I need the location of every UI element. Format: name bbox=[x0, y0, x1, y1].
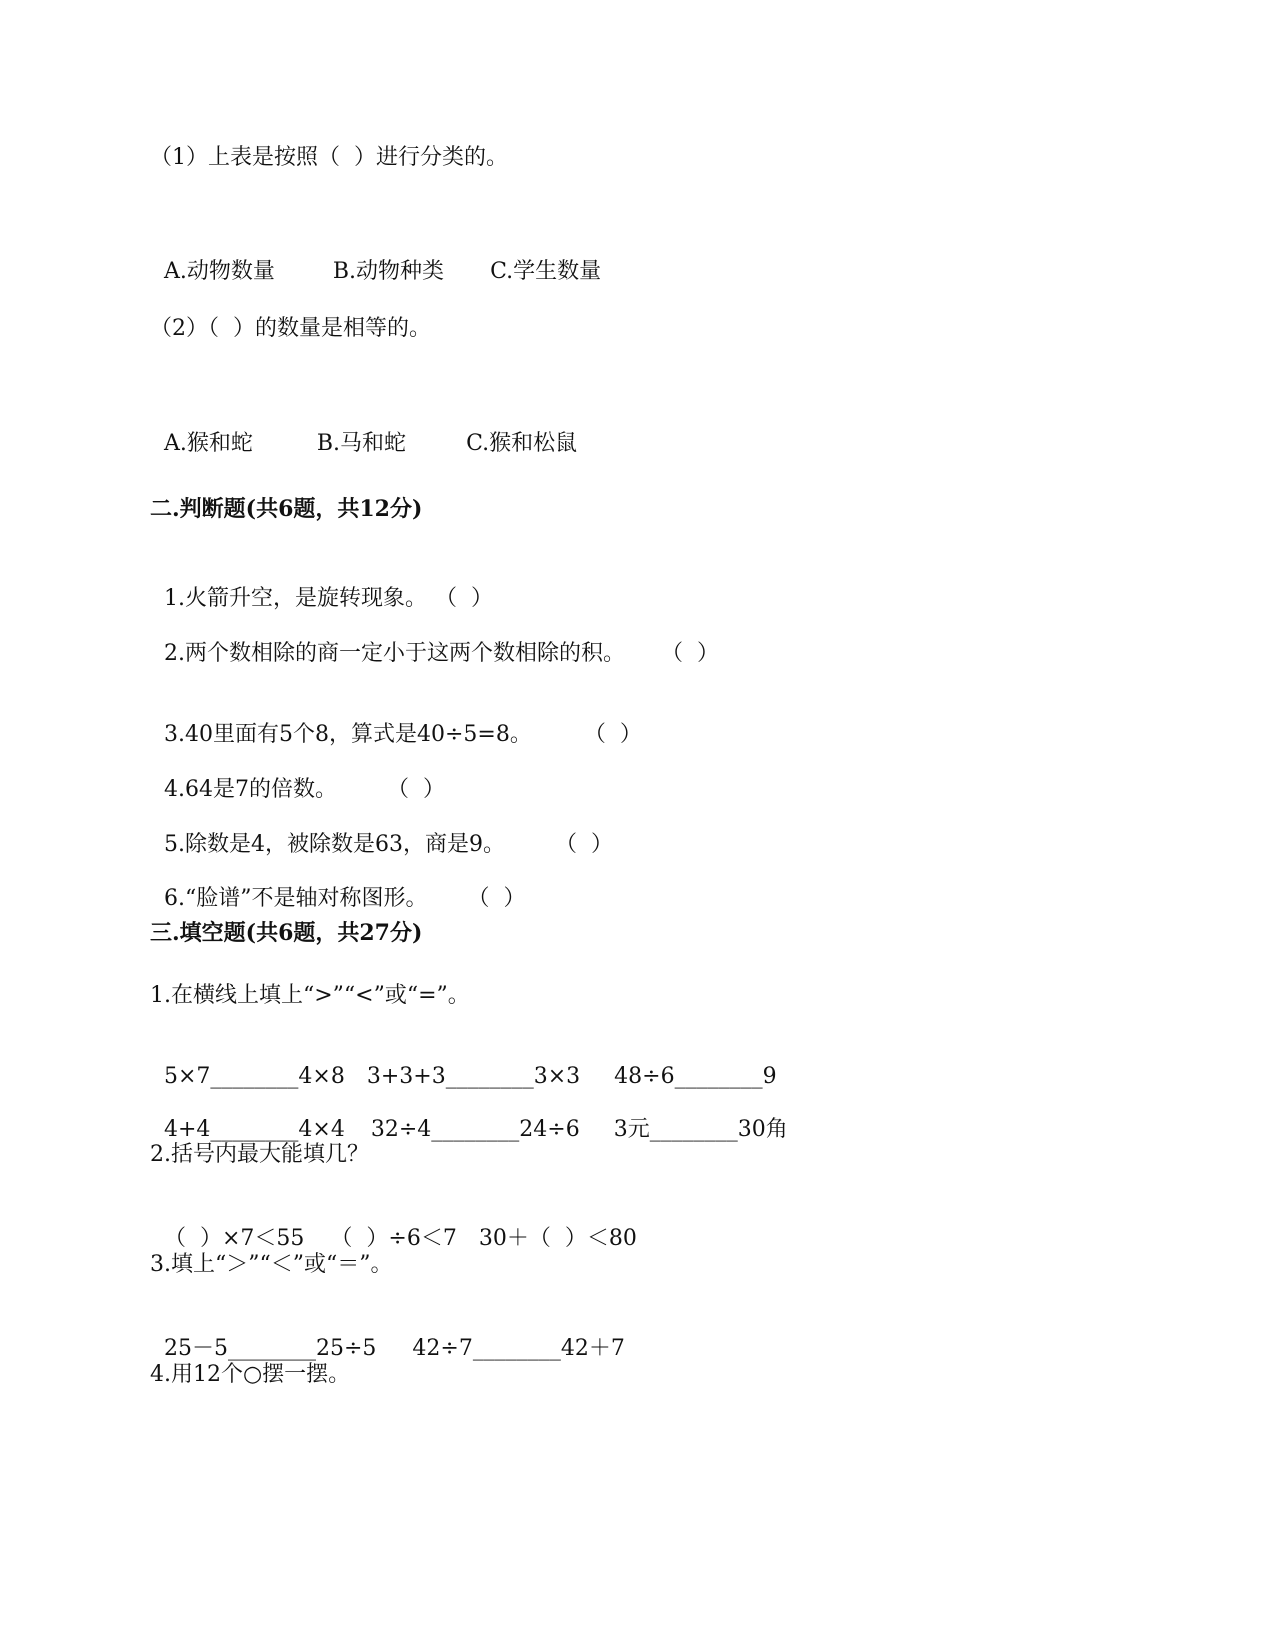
fill-question-2-row bbox=[150, 1197, 637, 1253]
fill-question-4: 4.用12个○摆一摆。 bbox=[150, 1362, 351, 1387]
judgment-item-1 bbox=[150, 557, 493, 613]
judgment-item-4 bbox=[150, 748, 445, 804]
option-b: B.马和蛇 bbox=[316, 431, 407, 456]
inequality-expression: （ ）÷6＜7 bbox=[330, 1226, 457, 1251]
comparison-expression: 3元________30角 bbox=[613, 1117, 788, 1142]
option-a: A.猴和蛇 bbox=[164, 431, 253, 456]
fill-question-3: 3.填上“＞”“＜”或“＝”。 bbox=[150, 1252, 393, 1277]
judgment-item-text: 6.“脸谱”不是轴对称图形。 bbox=[164, 886, 428, 911]
sub-question-1-options bbox=[150, 230, 601, 286]
fill-question-1-row-1 bbox=[150, 1035, 777, 1091]
judgment-item-text: 3.40里面有5个8，算式是40÷5=8。 bbox=[164, 722, 532, 747]
fill-question-1-row-2 bbox=[150, 1088, 788, 1144]
section-heading-judgment: 二.判断题(共6题，共12分) bbox=[150, 496, 423, 522]
answer-bracket: （ ） bbox=[467, 886, 526, 911]
option-c: C.猴和松鼠 bbox=[466, 431, 578, 456]
option-b: B.动物种类 bbox=[332, 259, 445, 284]
judgment-item-text: 4.64是7的倍数。 bbox=[164, 777, 337, 802]
judgment-item-text: 2.两个数相除的商一定小于这两个数相除的积。 bbox=[164, 641, 625, 666]
judgment-item-3 bbox=[150, 693, 642, 749]
comparison-expression: 48÷6________9 bbox=[614, 1064, 777, 1089]
comparison-expression: 42÷7________42＋7 bbox=[412, 1336, 625, 1361]
section-heading-fill-blank: 三.填空题(共6题，共27分) bbox=[150, 920, 423, 946]
option-c: C.学生数量 bbox=[490, 259, 602, 284]
option-a: A.动物数量 bbox=[164, 259, 275, 284]
judgment-item-text: 1.火箭升空，是旋转现象。 bbox=[164, 586, 427, 611]
answer-bracket: （ ） bbox=[583, 722, 642, 747]
sub-question-1: （1）上表是按照（ ）进行分类的。 bbox=[150, 145, 508, 170]
comparison-expression: 4+4________4×4 bbox=[164, 1117, 345, 1142]
comparison-expression: 5×7________4×8 bbox=[164, 1064, 345, 1089]
sub-question-2-options bbox=[150, 402, 577, 458]
answer-bracket: （ ） bbox=[435, 586, 493, 611]
inequality-expression: 30＋（ ）＜80 bbox=[478, 1226, 637, 1251]
judgment-item-text: 5.除数是4，被除数是63，商是9。 bbox=[164, 832, 505, 857]
sub-question-2: （2）（ ）的数量是相等的。 bbox=[150, 316, 431, 341]
fill-question-1: 1.在横线上填上“>”“<”或“=”。 bbox=[150, 983, 470, 1008]
judgment-item-6 bbox=[150, 857, 526, 913]
inequality-expression: （ ）×7＜55 bbox=[164, 1226, 305, 1251]
judgment-item-5 bbox=[150, 803, 613, 859]
comparison-expression: 25－5________25÷5 bbox=[164, 1336, 377, 1361]
comparison-expression: 32÷4________24÷6 bbox=[370, 1117, 580, 1142]
answer-bracket: （ ） bbox=[661, 641, 719, 666]
fill-question-3-row bbox=[150, 1307, 625, 1363]
answer-bracket: （ ） bbox=[386, 777, 445, 802]
comparison-expression: 3+3+3________3×3 bbox=[366, 1064, 581, 1089]
fill-question-2: 2.括号内最大能填几？ bbox=[150, 1142, 369, 1167]
answer-bracket: （ ） bbox=[554, 832, 613, 857]
judgment-item-2 bbox=[150, 612, 719, 668]
